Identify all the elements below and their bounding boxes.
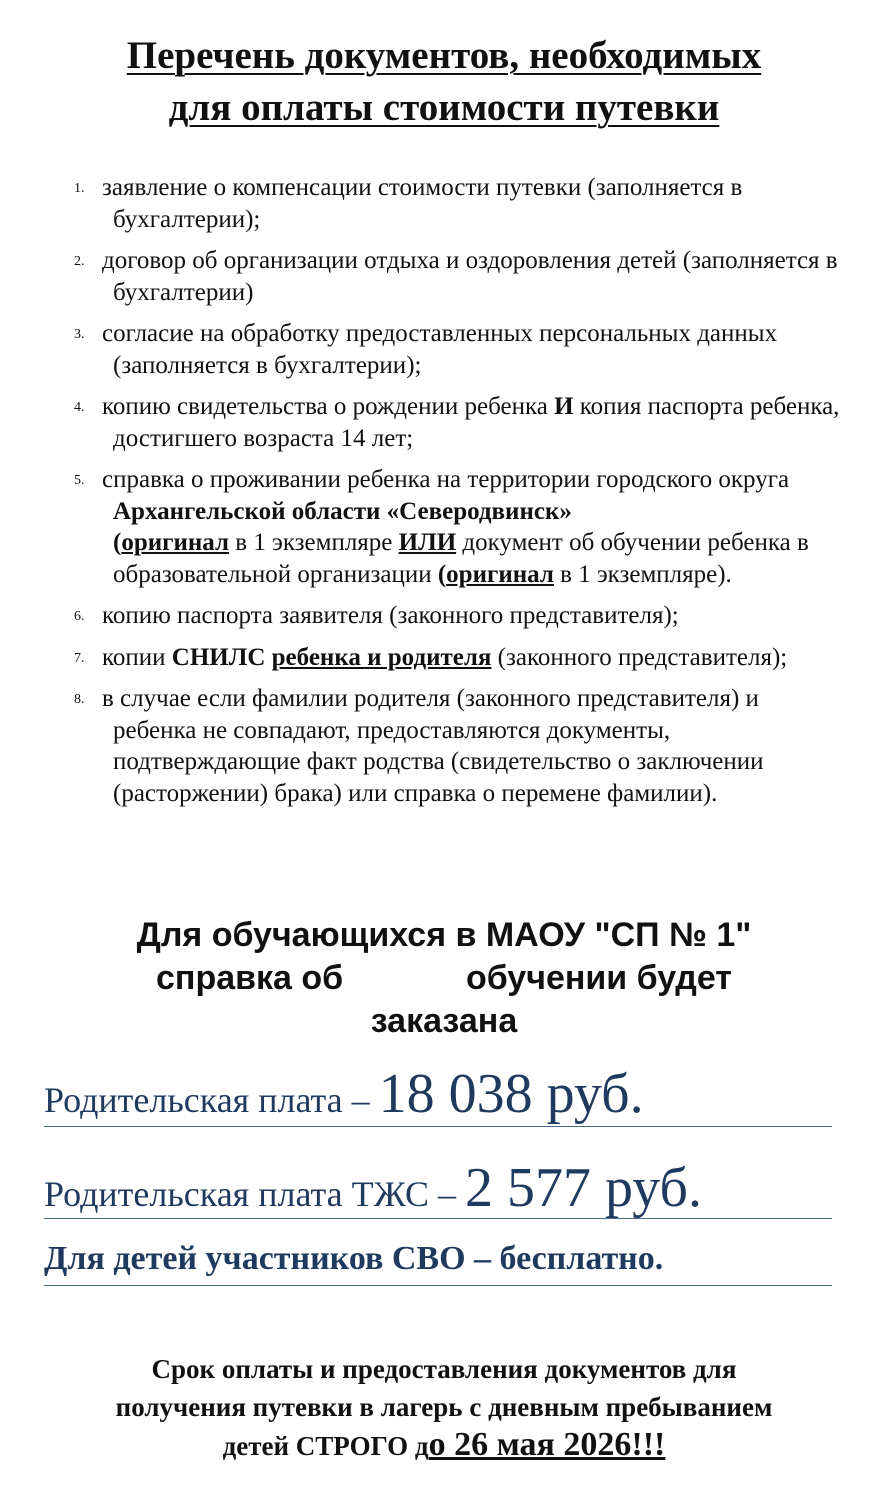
note-line-2: справка об обучении будет — [156, 959, 732, 997]
list-item — [74, 683, 844, 809]
list-item — [74, 464, 844, 590]
deadline-text: детей СТРОГО д — [222, 1431, 429, 1461]
fee-tzhs-amount: 2 577 руб. — [465, 1157, 703, 1219]
list-item — [74, 600, 844, 632]
text-part: документ об обучении ребенка в образовательной организации — [113, 529, 809, 588]
documents-list — [74, 172, 844, 819]
list-number: 1. — [74, 181, 85, 196]
list-number: 7. — [74, 650, 85, 666]
list-number: 3. — [74, 327, 85, 342]
fee-tzhs-label: Родительская плата ТЖС – — [44, 1174, 466, 1214]
list-number: 8. — [74, 692, 85, 707]
title-line-1: Перечень документов, необходимых — [126, 34, 762, 77]
text-part: ( — [437, 560, 447, 588]
list-number: 4. — [74, 400, 85, 415]
title-line-2: для оплаты стоимости путевки — [168, 86, 720, 129]
deadline-notice — [0, 1350, 888, 1465]
list-item-text — [102, 464, 844, 590]
deadline-date: о 26 мая 2026!!! — [428, 1426, 666, 1463]
fee-regular — [44, 1062, 832, 1127]
note-line-3: заказана — [370, 1002, 518, 1040]
students-note — [0, 914, 888, 1043]
text-part: копию свидетельства о рождении ребенка — [102, 393, 555, 420]
list-item-text: договор об организации отдыха и оздоровления детей (заполняется в бухгалтерии) — [102, 247, 838, 306]
list-item-text: в случае если фамилии родителя (законного представителя) и ребенка не совпадают, предоставляются документы, подтверждающие факт родства (свидетельство о заключении (расторжении) брака) или справка о перемене фамилии). — [102, 685, 764, 807]
list-item-text — [102, 391, 844, 454]
page-title — [0, 30, 888, 134]
deadline-line-2: получения путевки в лагерь с дневным пребыванием — [115, 1392, 773, 1422]
list-item-text: заявление о компенсации стоимости путевки (заполняется в бухгалтерии); — [102, 174, 743, 233]
list-item — [74, 245, 844, 308]
bold-snils: СНИЛС — [171, 643, 266, 671]
text-part: справка о проживании ребенка на территории городского округа — [102, 466, 790, 493]
fee-tzhs — [44, 1156, 832, 1219]
list-item — [74, 172, 844, 235]
bold-original: оригинал — [446, 560, 554, 588]
text-part: ( — [113, 529, 122, 556]
text-part: (законного представителя); — [491, 643, 788, 671]
fee-regular-amount: 18 038 руб. — [378, 1063, 644, 1125]
list-item — [74, 642, 844, 674]
deadline-line-3 — [0, 1426, 888, 1465]
list-item-text: согласие на обработку предоставленных персональных данных (заполняется в бухгалтерии); — [102, 320, 778, 379]
bold-region: Архангельской области «Северодвинск» — [113, 497, 572, 525]
text-part: копия паспорта ребенка, достигшего возраста 14 лет; — [113, 393, 840, 452]
list-number: 2. — [74, 254, 85, 269]
bold-child-parent: ребенка и родителя — [271, 643, 492, 671]
note-line-1: Для обучающихся в МАОУ "СП № 1" — [136, 916, 752, 954]
fee-regular-label: Родительская плата – — [44, 1080, 379, 1120]
text-part: в 1 экземпляре). — [553, 560, 732, 588]
list-item — [74, 391, 844, 454]
list-item-text — [102, 642, 844, 674]
fee-svo: Для детей участников СВО – бесплатно. — [44, 1240, 832, 1286]
bold-original: оригинал — [121, 529, 230, 556]
list-item — [74, 318, 844, 381]
bold-or: ИЛИ — [398, 529, 457, 556]
text-part: копии — [102, 643, 172, 671]
bold-and: И — [554, 393, 574, 420]
list-item-text: копию паспорта заявителя (законного представителя); — [102, 602, 679, 629]
text-part: в 1 экземпляре — [229, 529, 399, 556]
list-number: 6. — [74, 609, 85, 624]
list-number: 5. — [74, 473, 85, 488]
deadline-line-1: Срок оплаты и предоставления документов для — [151, 1354, 737, 1384]
